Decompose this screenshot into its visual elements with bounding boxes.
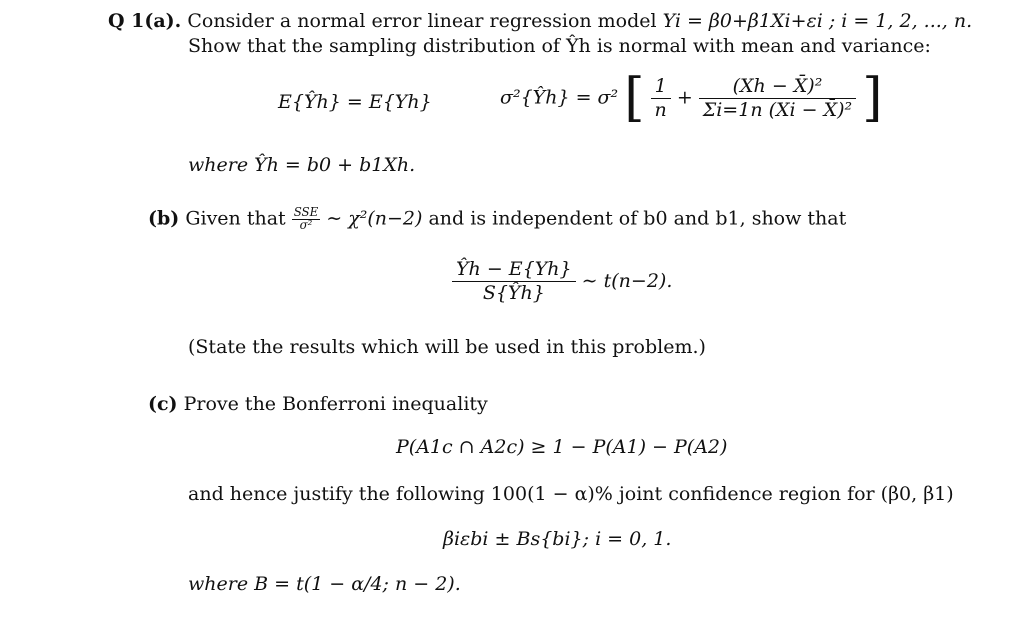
q1a-where: where Ŷh = b0 + b1Xh. (188, 154, 416, 176)
left-bracket: [ (624, 68, 645, 128)
mean-equation: E{Ŷh} = E{Yh} (278, 91, 432, 113)
confidence-region: βiεbi ± Bs{bi}; i = 0, 1. (443, 528, 672, 550)
t-stat-dist: ∼ t(n−2). (581, 270, 673, 292)
sse-den: σ² (292, 219, 321, 232)
part-b-note: (State the results which will be used in this problem.) (188, 336, 706, 358)
part-c-where: where B = t(1 − α/4; n − 2). (188, 573, 461, 595)
bonferroni-inequality: P(A1c ∩ A2c) ≥ 1 − P(A1) − P(A2) (396, 436, 728, 458)
frac1-den: n (651, 98, 671, 120)
frac-one-over-n (651, 74, 671, 121)
right-bracket: ] (862, 68, 883, 128)
part-c-line (148, 395, 488, 414)
t-statistic (452, 260, 672, 303)
part-b-text-after: and is independent of b0 and b1, show that (428, 207, 847, 230)
variance-lhs: σ²{Ŷh} = σ² (500, 86, 619, 109)
part-b-label: (b) (148, 207, 180, 230)
part-c-intro: Prove the Bonferroni inequality (183, 393, 488, 415)
sse-ratio (292, 207, 321, 232)
q1a-line2: Show that the sampling distribution of Ŷh is normal with mean and variance: (188, 35, 931, 57)
part-c-justify: and hence justify the following 100(1 − α)% joint confidence region for (β0, β1) (188, 483, 954, 505)
q1a-label: Q 1(a). (108, 10, 182, 32)
q1a-line1 (108, 12, 972, 31)
q1a-intro: Consider a normal error linear regression model (187, 10, 663, 32)
variance-equation: σ²{Ŷh} = σ² [ $\frac{1}{n}$ + $\frac{\text{(Xh − X̄)²}}{\text{Σi=1n (Xi − X̄)²}}$ ] (500, 68, 883, 128)
part-b-line (148, 207, 846, 232)
chi-dist: ∼ χ²(n−2) (326, 207, 423, 230)
frac2-den: Σi=1n (Xi − X̄)² (699, 98, 856, 120)
sse-num: SSE (293, 205, 319, 219)
q1a-model: Yi = β0+β1Xi+εi ; i = 1, 2, ..., n. (662, 10, 973, 32)
t-stat-num: Ŷh − E{Yh} (456, 258, 572, 280)
frac-deviation (699, 74, 856, 121)
part-c-label: (c) (148, 393, 178, 415)
part-b-text-before: Given that (185, 207, 292, 230)
t-stat-frac (452, 260, 576, 303)
frac2-num: (Xh − X̄)² (732, 74, 823, 97)
frac1-num: 1 (654, 74, 667, 97)
t-stat-den: S{Ŷh} (452, 281, 576, 303)
